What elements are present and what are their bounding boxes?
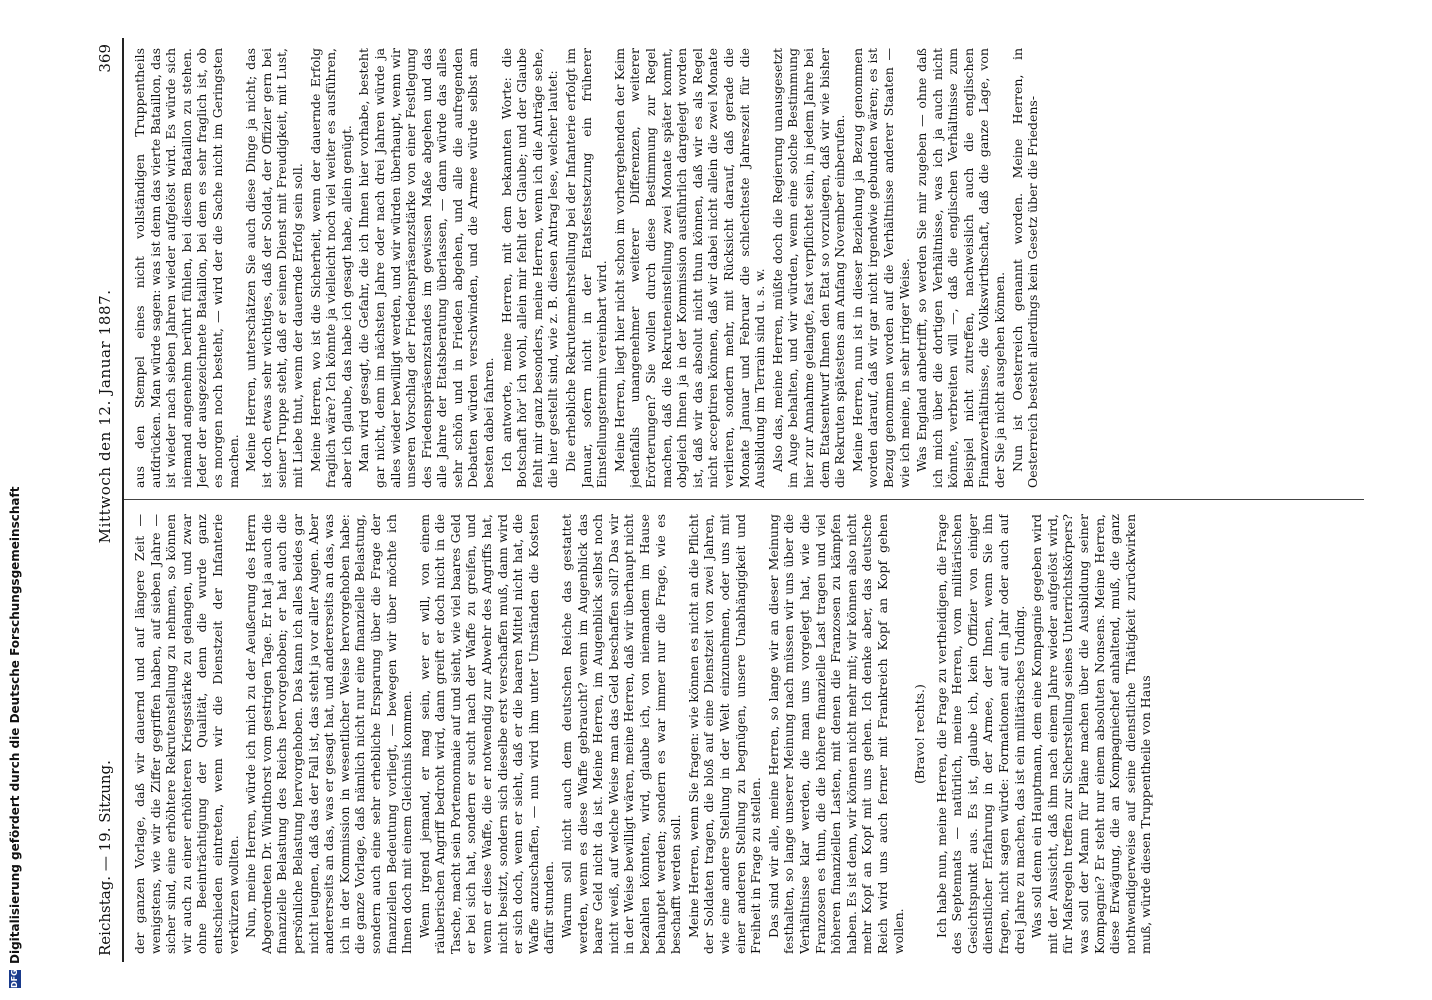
digitization-credit-text: Digitalisierung gefördert durch die Deutsche Forschungsgemeinschaft [8,486,22,964]
paragraph: Ich antworte, meine Herren, mit dem bekannten Worte: die Botschaft hör' ich wohl, allein mir fehlt der Glaube; und der Glaube fehlt mir ganz besonders, meine Herren, wenn ich die Anträge sehe, die hier gestellt sind, wie z. B. diesen Antrag lese, welcher lautet: [498,48,561,488]
page-header [88,38,122,962]
paragraph: Man wird gesagt, die Gefahr, die ich Ihnen hier vorhabe, besteht gar nicht, denn im nächsten Jahre oder nach drei Jahren würde ja alles wieder bewilligt werden, und wir würden überhaupt, wenn wir unseren Vorschlag der Friedenspräsenzstärke von einer Festlegung des Friedenspräsenzstandes im gewissen Maße abgehen und das alle Jahre der Etatsberatung überlassen, — dann würde das alles sehr schön und in Frieden abgehen, und alle die aufregenden Debatten würden verschwinden, und die Armee würde selbst am besten dabei fahren. [356,48,497,488]
session-date: Mittwoch den 12. Januar 1887. [96,289,114,544]
header-rule [122,38,124,962]
page-number: 369 [96,44,114,73]
paragraph: Ich habe nun, meine Herren, die Frage zu vertheidigen, die Frage des Septennats — natürlich, meine Herren, vom militärischen Gesichtspunkt aus. Es ist, glaube ich, kein Offizier von einiger dienstlicher Erfahrung in der Armee, der Ihnen, wenn Sie ihn fragen, nicht sagen würde: Formationen auf ein Jahr oder auch auf drei Jahre zu machen, das ist ein militärisches Unding. [933,514,1027,954]
paragraph: der ganzen Vorlage, daß wir dauernd und auf längere Zeit — wenigstens, wie wir die Ziffer gegriffen haben, auf sieben Jahre — sicher sind, eine erhöhtere Rekrutenstellung zu nehmen, so können wir auch zu einer erhöhteren Kriegsstärke zu gelangen, und zwar ohne Beeinträchtigung der Qualität, denn die wurde ganz entschieden eintreten, wenn wir die Dienstzeit der Infanterie verkürzen wollten. [132,514,241,954]
column-divider [124,499,1364,500]
session-title: Reichstag. — 19. Sitzung. [96,760,114,956]
paragraph: Nun, meine Herren, würde ich mich zu der Aeußerung des Herrn Abgeordneten Dr. Windthorst vom gestrigen Tage. Er hat ja auch die finanzielle Belastung des Reichs hervorgehoben; er hat auch die persönliche Belastung hervorgehoben. Das kann ich alles beides gar nicht leugnen, daß das der Fall ist, das steht ja vor aller Augen. Aber andererseits an das, was er gesagt hat, und andererseits an das, was ich in der Kommission in wesentlicher Weise hervorgehoben habe: die ganze Vorlage, daß nämlich nicht nur eine finanzielle Belastung, sondern auch eine sehr erhebliche Ersparung über die Frage der finanziellen Bedeutung vorliegt, — bewegen wir über möchte ich Ihnen doch mit einem Gleichnis kommen. [243,514,415,954]
paragraph: Meine Herren, wo ist die Sicherheit, wenn der dauernde Erfolg fraglich wäre? Ich könnte ja vielleicht noch viel weiter es ausführen, aber ich glaube, das habe ich gesagt habe, allein genügt. [307,48,354,488]
rotated-newspaper-page [76,38,1396,962]
paragraph: Wenn irgend jemand, er mag sein, wer er will, von einem räuberischen Angriff bedroht wird, dann greift er doch nicht in die Tasche, macht sein Portemonnaie auf und sieht, wie viel baares Geld er bei sich hat, sondern er sucht nach der Waffe zu greifen, und wenn er diese Waffe, die er notwendig zur Abwehr des Angriffs hat, nicht besitzt, sondern sich dieselbe erst verschaffen muß, dann wird er sich doch, wenn er sieht, daß er die baaren Mittel nicht hat, die Waffe anzuschaffen, — nun wird ihm unter Umständen die Kosten dafür stunden. [416,514,557,954]
digitization-credit [4,12,26,988]
applause-note: (Bravo! rechts.) [912,684,928,784]
paragraph: Also das, meine Herren, müßte doch die Regierung unausgesetzt im Auge behalten, und wir würden, wenn eine solche Bestimmung hier zur Annahme gelangte, fast verpflichtet sein, in jedem Jahre bei dem Etatsentwurf Ihnen den Etat so vorzulegen, daß wir wie bisher die Rekruten spätestens am Anfang November einberufen. [769,48,848,488]
paragraph: Was England anbetrifft, so werden Sie mir zugeben — ohne daß ich mich über die dortigen Verhältnisse, was ich ja auch nicht könnte, verbreiten will —, daß die englischen Verhältnisse zum Beispiel nicht zutreffen, nachweislich auch die englischen Finanzverhältnisse, die Volkswirthschaft, daß die ganze Lage, von der Sie ja nicht ausgehen können. [914,48,1008,488]
right-column [132,48,1362,488]
paragraph: Nun ist Oesterreich genannt worden. Meine Herren, in Oesterreich besteht allerdings kein Gesetz über die Friedens- [1009,48,1041,488]
paragraph: Meine Herren, liegt hier nicht schon im vorhergehenden der Keim jedenfalls unangenehmer weiterer Differenzen, weiterer Erörterungen? Sie wollen durch diese Bestimmung zur Regel machen, daß die Rekruteneinstellung zwei Monate später kommt, obgleich Ihnen ja in der Kommission ausführlich dargelegt worden ist, daß wir das absolut nicht thun können, daß wir es als Regel nicht acceptiren können, daß wir dabei nicht allein die zwei Monate verlieren, sondern mehr, mit Rücksicht darauf, daß gerade die Monate Januar und Februar die schlechteste Jahreszeit für die Ausbildung im Terrain sind u. s. w. [611,48,768,488]
paragraph: Meine Herren, unterschätzen Sie auch diese Dinge ja nicht; das ist doch etwas sehr wichtiges, daß der Soldat, der Offizier gern bei seiner Truppe steht, daß er seinen Dienst mit Freudigkeit, mit Lust, mit Liebe thut, wenn der dauernde Erfolg sein soll. [243,48,305,488]
paragraph: Warum soll nicht auch dem deutschen Reiche das gestattet werden, wenn es diese Waffe gebraucht? wenn im Augenblick das baare Geld nicht da ist. Meine Herren, im Augenblick selbst noch nicht weiß, auf welche Weise man das Geld beschaffen soll? Das wir in der Weise bewilligt wären, meine Herren, daß wir überhaupt nicht bezahlen könnten, wird, glaube ich, von niemandem im Hause behauptet werden; sondern es war immer nur die Frage, wie es beschafft werden soll. [559,514,684,954]
paragraph: Das sind wir alle, meine Herren, so lange wir an dieser Meinung festhalten, so lange unserer Meinung nach müssen wir uns über die Verhältnisse klar werden, die man uns vorgelegt hat, wie die Franzosen es thun, die die höhere finanzielle Last tragen und viel höheren finanziellen Lasten, mit denen die Franzosen zu kämpfen haben. Es ist denn, wir können nicht mehr mit; wir können also nicht mehr Kopf an Kopf mit uns gehen. Ich denke aber, das deutsche Reich wird uns auch ferner mit Frankreich Kopf an Kopf gehen wollen. [765,514,906,954]
paragraph: Meine Herren, wenn Sie fragen: wie können es nicht an die Pflicht der Soldaten tragen, die bloß auf eine Dienstzeit von zwei Jahren, wie eine andere Stellung in der Welt einzunehmen, oder uns mit einer anderen Stellung zu begnügen, unsere Unabhängigkeit und Freiheit in Frage zu stellen. [685,514,764,954]
digitization-credit-strip [4,12,26,988]
paragraph: Was soll denn ein Hauptmann, dem eine Kompagnie gegeben wird mit der Aussicht, daß ihm nach einem Jahre wieder aufgelöst wird, für Maßregeln treffen zur Sicherstellung seines Unterrichtskörpers? was soll der Mann für Pläne machen über die Ausbildung seiner Kompagnie? Er steht nur einem absoluten Nonsens. Meine Herren, diese Erwägung, die an Kompagniechef anhaltend, muß, die ganz nothwendigerweise auf seine dienstliche Thätigkeit zurückwirken muß, würde diesen Truppentheile von Haus [1029,514,1154,954]
paragraph: aus den Stempel eines nicht vollständigen Truppentheils aufdrücken. Man würde sagen: was ist denn das vierte Bataillon, das ist wieder nach sieben Jahren wieder aufgelöst wird. Es würde sich niemand angenehm berührt fühlen, bei diesem Bataillon zu stehen. Jeder der ausgezeichnete Bataillon, bei dem es sehr fraglich ist, ob es morgen noch besteht, — wird der die Sache nicht im Geringsten machen. [132,48,241,488]
paragraph: Meine Herren, nun ist in dieser Beziehung ja Bezug genommen worden darauf, daß wir gar nicht irgendwie gebunden wären; es ist Bezug genommen worden auf die Verhältnisse anderer Staaten — wie ich meine, in sehr irriger Weise. [849,48,912,488]
left-column [132,514,1362,954]
quoted-motion: Die erhebliche Rekrutenmehrstellung bei der Infanterie erfolgt im Januar, sofern nicht in der Etatsfestsetzung ein früherer Einstellungstermin vereinbart wird. [563,48,610,488]
dfg-logo: DFG [10,969,19,988]
